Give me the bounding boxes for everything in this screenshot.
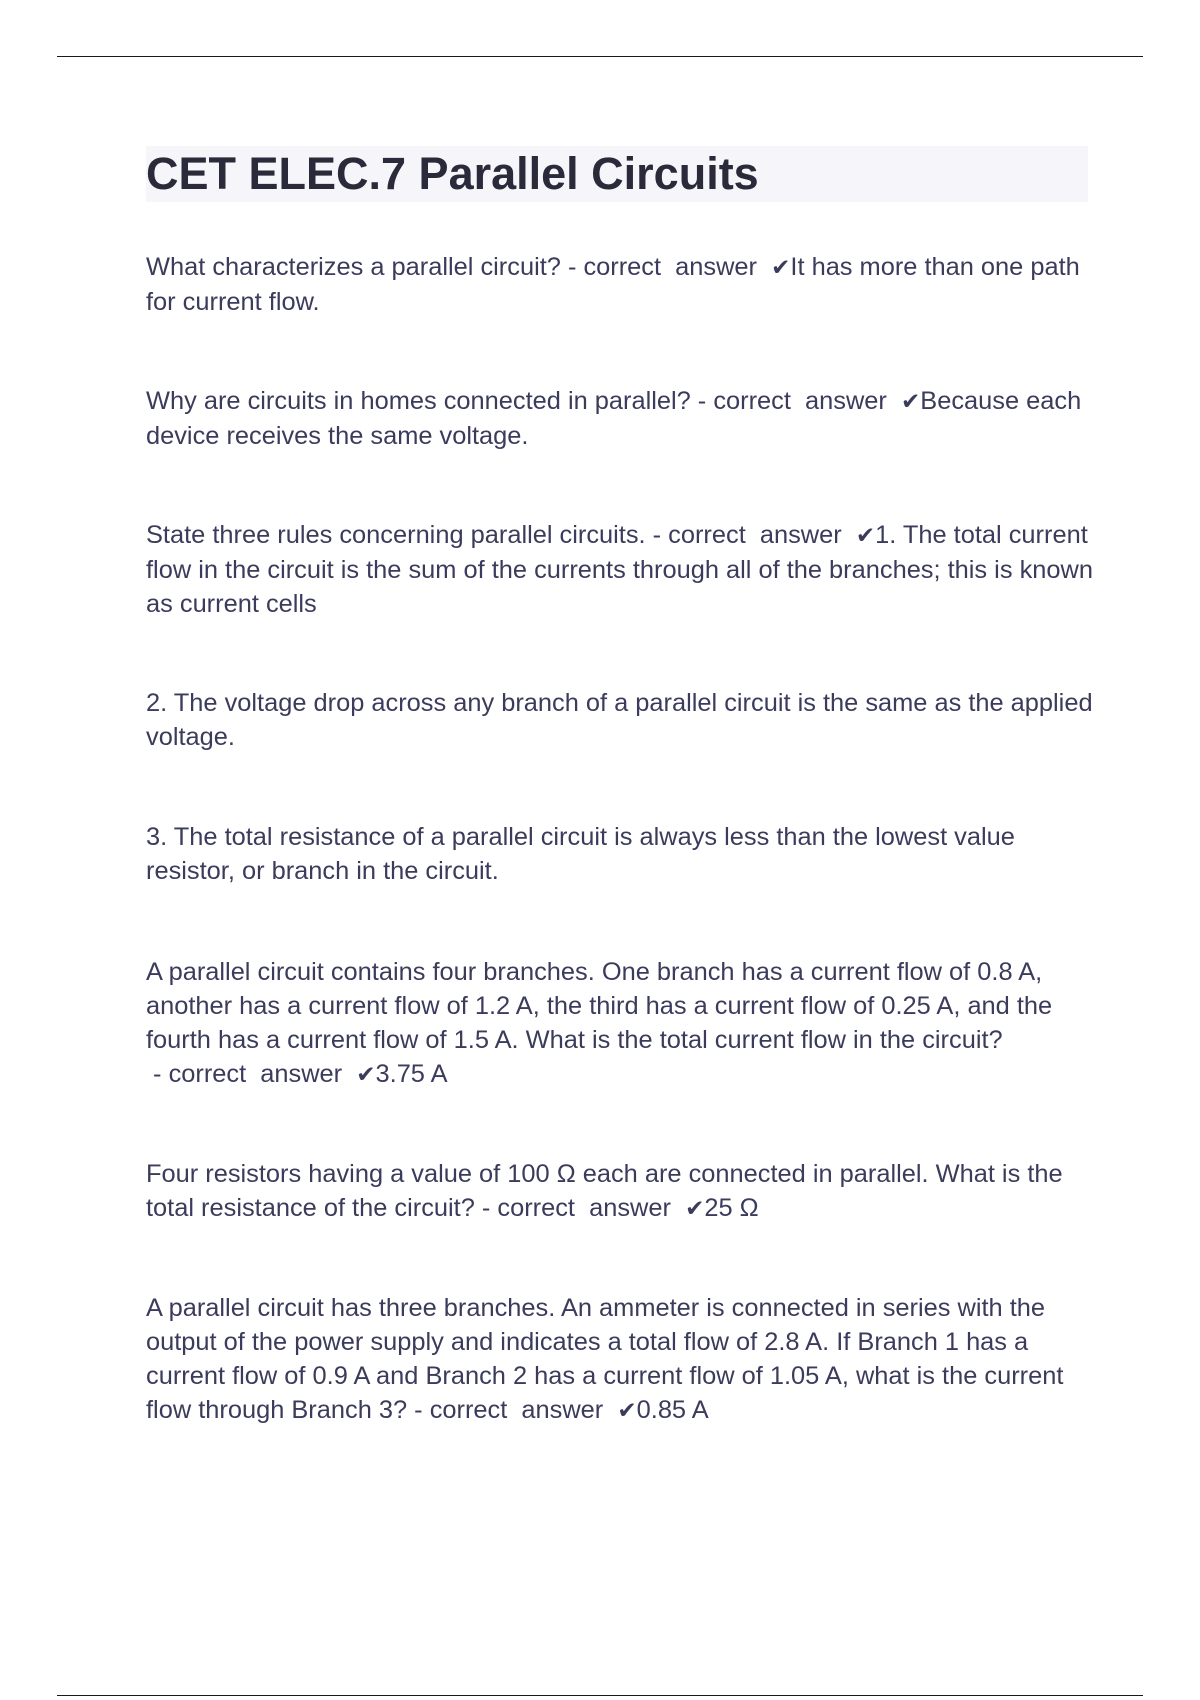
answer-label: - correct answer	[560, 253, 772, 281]
rule-2-paragraph: 2. The voltage drop across any branch of a parallel circuit is the same as the applied voltage.	[146, 689, 1093, 751]
document-title: CET ELEC.7 Parallel Circuits	[146, 148, 759, 199]
question-text: Four resistors having a value of 100 Ω each are connected in parallel. What is the total resistance of the circuit?	[146, 1160, 1063, 1222]
question-text: A parallel circuit has three branches. An ammeter is connected in series with the output of the power supply and indicates a total flow of 2.8 A. If Branch 1 has a current flow of 0.9 A and Branch 2 has a current flow of 1.05 A, what is the current flow through Branch 3?	[146, 1294, 1064, 1424]
checkmark-icon: ✔	[771, 255, 791, 281]
answer-text: Because each device receives the same voltage.	[146, 387, 1082, 450]
answer-text: 3.75 A	[375, 1060, 448, 1088]
qa-item-4	[146, 955, 1096, 1092]
qa-item-5	[146, 1157, 1096, 1226]
bottom-rule	[57, 1695, 1143, 1696]
qa-item-2	[146, 384, 1096, 453]
rule-3-paragraph: 3. The total resistance of a parallel circuit is always less than the lowest value resistor, or branch in the circuit.	[146, 823, 1015, 885]
answer-text: 0.85 A	[636, 1396, 709, 1424]
question-text: A parallel circuit contains four branches. One branch has a current flow of 0.8 A, another has a current flow of 1.2 A, the third has a current flow of 0.25 A, and the fourth has a current flow of 1.5 A. What is the total current flow in the circuit?	[146, 958, 1053, 1054]
qa-item-6	[146, 1291, 1096, 1428]
checkmark-icon: ✔	[356, 1062, 376, 1088]
top-rule	[57, 56, 1143, 57]
answer-text: 1. The total current flow in the circuit is the sum of the currents through all of the branches; this is known as current cells	[146, 521, 1093, 618]
qa-item-1	[146, 250, 1096, 319]
question-text: State three rules concerning parallel circuits.	[146, 521, 646, 549]
answer-label: - correct answer	[645, 521, 856, 549]
checkmark-icon: ✔	[900, 389, 921, 415]
answer-label: - correct answer	[407, 1396, 618, 1424]
qa-item-3	[146, 518, 1096, 621]
checkmark-icon: ✔	[685, 1196, 705, 1222]
checkmark-icon: ✔	[617, 1398, 637, 1424]
question-text: What characterizes a parallel circuit?	[146, 253, 561, 281]
answer-label: - correct answer	[690, 387, 901, 415]
checkmark-icon: ✔	[855, 523, 876, 549]
answer-text: It has more than one path for current flow.	[146, 253, 1080, 316]
answer-text: 25 Ω	[704, 1194, 759, 1222]
question-text: Why are circuits in homes connected in parallel?	[146, 387, 691, 415]
answer-label: - correct answer	[474, 1194, 686, 1222]
answer-label: - correct answer	[146, 1060, 357, 1088]
